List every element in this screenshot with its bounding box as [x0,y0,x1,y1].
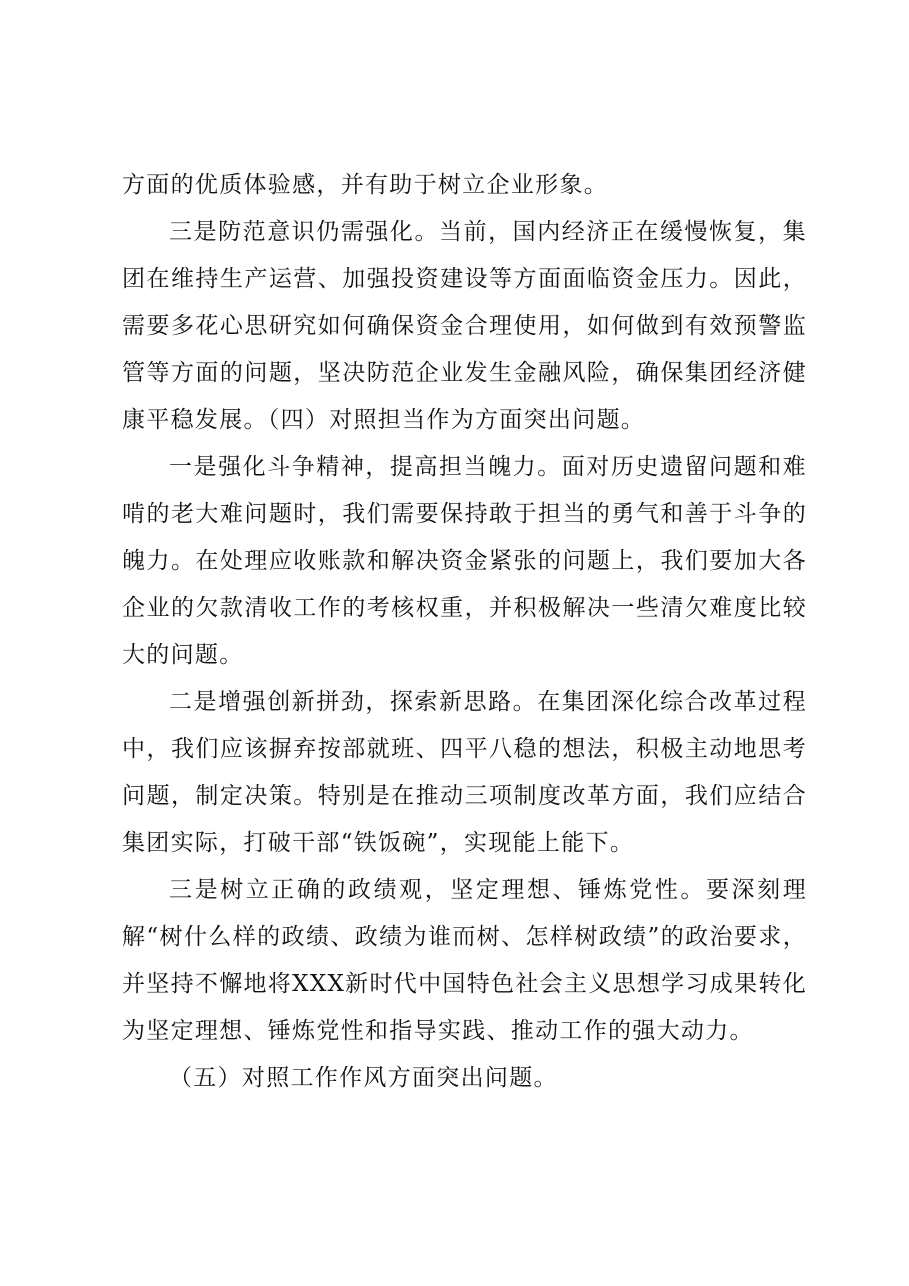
document-body [122,162,807,1102]
paragraph-continuation: 方面的优质体验感，并有助于树立企业形象。 [122,172,608,198]
paragraph-risk-awareness: 三是防范意识仍需强化。当前，国内经济正在缓慢恢复，集团在维持生产运营、加强投资建设等方面面临资金压力。因此，需要多花心思研究如何确保资金合理使用，如何做到有效预警监管等方面的问题，坚决防范企业发生金融风险，确保集团经济健康平稳发展。（四）对照担当作为方面突出问题。 [122,219,807,433]
paragraph-struggle-spirit: 一是强化斗争精神，提高担当魄力。面对历史遗留问题和难啃的老大难问题时，我们需要保持敢于担当的勇气和善于斗争的魄力。在处理应收账款和解决资金紧张的问题上，我们要加大各企业的欠款清收工作的考核权重，并积极解决一些清欠难度比较大的问题。 [122,454,807,668]
paragraph-innovation: 二是增强创新拼劲，探索新思路。在集团深化综合改革过程中，我们应该摒弃按部就班、四平八稳的想法，积极主动地思考问题，制定决策。特别是在推动三项制度改革方面，我们应结合集团实际，打破干部“铁饭碗”，实现能上能下。 [122,689,807,856]
section-heading-work-style: （五）对照工作作风方面突出问题。 [169,1065,558,1091]
paragraph-performance-view: 三是树立正确的政绩观，坚定理想、锤炼党性。要深刻理解“树什么样的政绩、政绩为谁而树、怎样树政绩”的政治要求，并坚持不懈地将XXX新时代中国特色社会主义思想学习成果转化为坚定理想、锤炼党性和指导实践、推动工作的强大动力。 [122,877,807,1044]
